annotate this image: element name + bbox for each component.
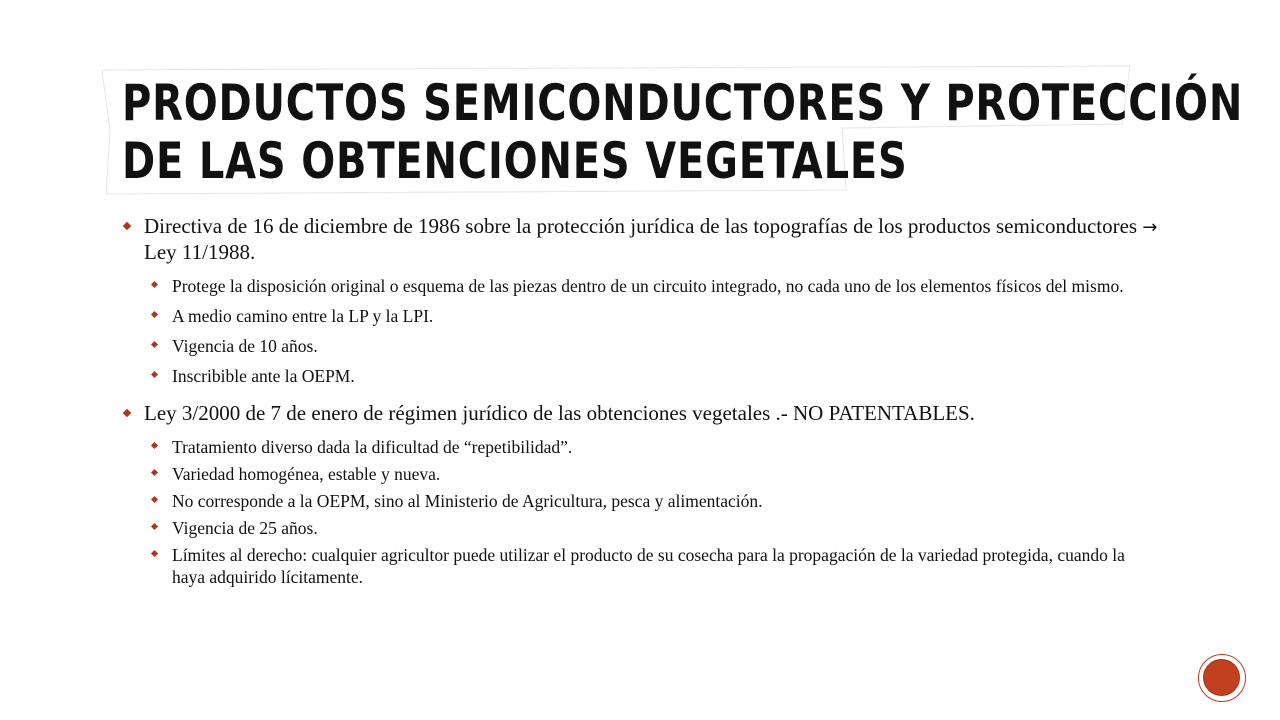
bullet-icon bbox=[151, 496, 158, 503]
sub-bullet-text: Vigencia de 25 años. bbox=[172, 518, 318, 538]
sub-bullet-text: Límites al derecho: cualquier agricultor puede utilizar el producto de su cosecha para la propagación de la variedad protegida, cuando la haya adquirido lícitamente. bbox=[172, 545, 1125, 587]
bullet-icon bbox=[151, 311, 158, 318]
bullet-icon bbox=[151, 469, 158, 476]
sub-bullet bbox=[122, 490, 1162, 512]
bullet-icon bbox=[151, 550, 158, 557]
sub-bullet-text: Variedad homogénea, estable y nueva. bbox=[172, 464, 441, 484]
sub-bullet-text: Tratamiento diverso dada la dificultad de “repetibilidad”. bbox=[172, 437, 573, 457]
bullet-icon bbox=[151, 442, 158, 449]
bullet-icon bbox=[151, 371, 158, 378]
sub-bullet bbox=[122, 275, 1162, 297]
sub-bullet-text: No corresponde a la OEPM, sino al Ministerio de Agricultura, pesca y alimentación. bbox=[172, 491, 763, 511]
bullet-text: Directiva de 16 de diciembre de 1986 sobre la protección jurídica de las topografías de los productos semiconductores bbox=[144, 214, 1143, 238]
sub-bullet bbox=[122, 436, 1162, 458]
sub-bullet bbox=[122, 517, 1162, 539]
bullet-icon bbox=[123, 409, 131, 417]
bullet-icon bbox=[151, 281, 158, 288]
right-arrow-icon: → bbox=[1142, 217, 1158, 238]
slide-title bbox=[122, 74, 1244, 190]
bullet-ley bbox=[122, 401, 1162, 426]
title-block bbox=[100, 64, 1244, 196]
sub-bullet bbox=[122, 305, 1162, 327]
sub-bullet-text: Inscribible ante la OEPM. bbox=[172, 366, 355, 386]
bullet-directiva bbox=[122, 214, 1162, 265]
sub-bullet-text: Vigencia de 10 años. bbox=[172, 336, 318, 356]
title-line-2: DE LAS OBTENCIONES VEGETALES bbox=[122, 132, 908, 190]
title-line-1: PRODUCTOS SEMICONDUCTORES Y PROTECCIÓN bbox=[122, 74, 1244, 132]
bullet-icon bbox=[123, 222, 131, 230]
decorative-circle-icon bbox=[1198, 654, 1246, 702]
sub-bullet bbox=[122, 544, 1162, 588]
bullet-text: Ley 3/2000 de 7 de enero de régimen jurídico de las obtenciones vegetales .- NO PATENTABLES. bbox=[144, 401, 975, 425]
body-content bbox=[122, 214, 1162, 593]
bullet-text-end: Ley 11/1988. bbox=[144, 240, 256, 264]
decorative-circle-fill bbox=[1203, 659, 1240, 696]
bullet-icon bbox=[151, 341, 158, 348]
sub-bullet bbox=[122, 335, 1162, 357]
bullet-icon bbox=[151, 523, 158, 530]
sub-bullet bbox=[122, 365, 1162, 387]
sub-bullet-text: A medio camino entre la LP y la LPI. bbox=[172, 306, 434, 326]
sub-bullet-text: Protege la disposición original o esquema de las piezas dentro de un circuito integrado, no cada uno de los elementos físicos del mismo. bbox=[172, 276, 1124, 296]
sub-bullet bbox=[122, 463, 1162, 485]
